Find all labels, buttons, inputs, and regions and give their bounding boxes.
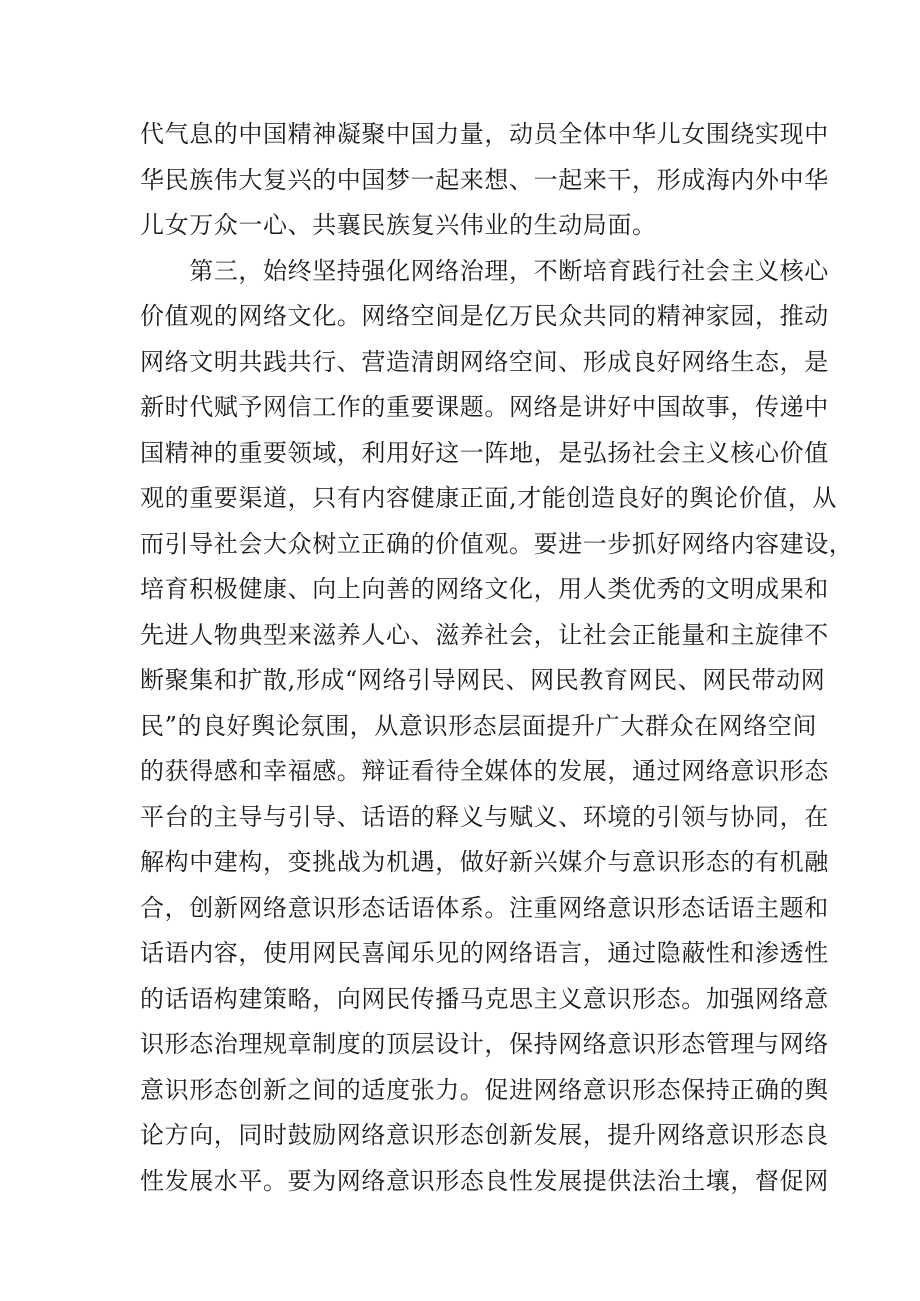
text-line: 的话语构建策略，向网民传播马克思主义意识形态。加强网络意 — [140, 984, 829, 1013]
text-line: 第三，始终坚持强化网络治理，不断培育践行社会主义核心 — [140, 256, 829, 285]
text-line: 价值观的网络文化。网络空间是亿万民众共同的精神家园，推动 — [140, 302, 829, 330]
text-line: 的获得感和幸福感。辩证看待全媒体的发展，通过网络意识形态 — [140, 757, 829, 785]
text-line: 意识形态创新之间的适度张力。促进网络意识形态保持正确的舆 — [140, 1075, 829, 1104]
text-line: 话语内容，使用网民喜闻乐见的网络语言，通过隐蔽性和渗透性 — [140, 939, 829, 967]
text-line: 培育积极健康、向上向善的网络文化，用人类优秀的文明成果和 — [140, 575, 829, 603]
text-line: 性发展水平。要为网络意识形态良性发展提供法治土壤，督促网 — [140, 1166, 829, 1195]
text-line: 断聚集和扩散,形成“网络引导网民、网民教育网民、网民带动网 — [140, 666, 826, 694]
text-line: 解构中建构，变挑战为机遇，做好新兴媒介与意识形态的有机融 — [140, 848, 829, 876]
text-line: 国精神的重要领域，利用好这一阵地，是弘扬社会主义核心价值 — [140, 438, 829, 467]
text-line: 合，创新网络意识形态话语体系。注重网络意识形态话语主题和 — [140, 893, 829, 922]
text-line: 儿女万众一心、共襄民族复兴伟业的生动局面。 — [140, 211, 657, 239]
body-text — [140, 112, 854, 1204]
text-line: 识形态治理规章制度的顶层设计，保持网络意识形态管理与网络 — [140, 1030, 829, 1058]
text-line: 先进人物典型来滋养人心、滋养社会，让社会正能量和主旋律不 — [140, 620, 829, 649]
text-line: 观的重要渠道，只有内容健康正面,才能创造良好的舆论价值，从 — [140, 484, 838, 512]
text-line: 网络文明共践共行、营造清朗网络空间、形成良好网络生态，是 — [140, 347, 829, 376]
text-line: 新时代赋予网信工作的重要课题。网络是讲好中国故事，传递中 — [140, 393, 829, 421]
text-line: 平台的主导与引导、话语的释义与赋义、环境的引领与协同，在 — [140, 802, 829, 831]
text-line: 民”的良好舆论氛围，从意识形态层面提升广大群众在网络空间 — [140, 711, 818, 740]
text-line: 华民族伟大复兴的中国梦一起来想、一起来干，形成海内外中华 — [140, 165, 829, 194]
text-line: 代气息的中国精神凝聚中国力量，动员全体中华儿女围绕实现中 — [140, 120, 829, 148]
text-line: 论方向，同时鼓励网络意识形态创新发展，提升网络意识形态良 — [140, 1121, 829, 1149]
text-line: 而引导社会大众树立正确的价值观。要进一步抓好网络内容建设， — [140, 529, 854, 558]
